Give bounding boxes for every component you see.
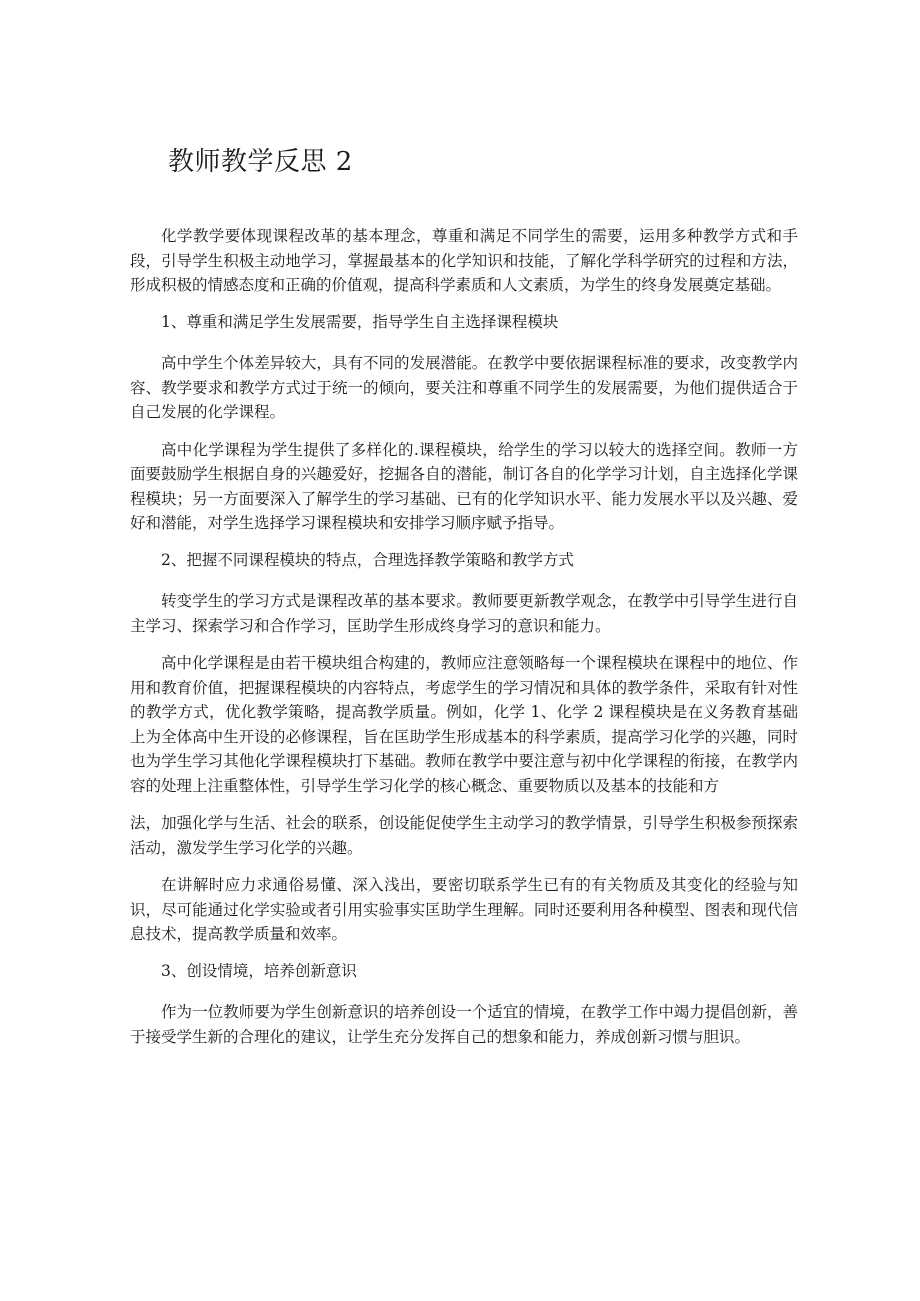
paragraph-3a: 作为一位教师要为学生创新意识的培养创设一个适宜的情境，在教学工作中竭力提倡创新，善于接受学生新的合理化的建议，让学生充分发挥自己的想象和能力，养成创新习惯与胆识。: [130, 1003, 798, 1046]
document-page: [130, 142, 798, 1049]
paragraph-2c: 在讲解时应力求通俗易懂、深入浅出，要密切联系学生已有的有关物质及其变化的经验与知识，尽可能通过化学实验或者引用实验事实匡助学生理解。同时还要利用各种模型、图表和现代信息技术，提高教学质量和效率。: [130, 876, 798, 943]
section-heading-2: 2、把握不同课程模块的特点，合理选择教学策略和教学方式: [161, 550, 574, 569]
paragraph-2a: 转变学生的学习方式是课程改革的基本要求。教师要更新教学观念，在教学中引导学生进行自主学习、探索学习和合作学习，匡助学生形成终身学习的意识和能力。: [130, 592, 798, 635]
paragraph-1b: 高中化学课程为学生提供了多样化的.课程模块，给学生的学习以较大的选择空间。教师一方面要鼓励学生根据自身的兴趣爱好，挖掘各自的潜能，制订各自的化学学习计划，自主选择化学课程模块；另一方面要深入了解学生的学习基础、已有的化学知识水平、能力发展水平以及兴趣、爱好和潜能，对学生选择学习课程模块和安排学习顺序赋予指导。: [130, 440, 798, 532]
section-heading-1: 1、尊重和满足学生发展需要，指导学生自主选择课程模块: [161, 312, 559, 331]
paragraph-1a: 高中学生个体差异较大，具有不同的发展潜能。在教学中要依据课程标准的要求，改变教学内容、教学要求和教学方式过于统一的倾向，要关注和尊重不同学生的发展需要，为他们提供适合于自己发展的化学课程。: [130, 354, 798, 421]
section-heading-3: 3、创设情境，培养创新意识: [161, 961, 357, 980]
paragraph-2b: 高中化学课程是由若干模块组合构建的，教师应注意领略每一个课程模块在课程中的地位、作用和教育价值，把握课程模块的内容特点，考虑学生的学习情况和具体的教学条件，采取有针对性的教学方式，优化教学策略，提高教学质量。例如，化学 1、化学 2 课程模块是在义务教育基础上为全体高中生开设的必修课程，旨在匡助学生形成基本的科学素质，提高学习化学的兴趣，同时也为学生学习其他化学课程模块打下基础。教师在教学中要注意与初中化学课程的衔接，在教学内容的处理上注重整体性，引导学生学习化学的核心概念、重要物质以及基本的技能和方: [130, 654, 798, 795]
paragraph-2b-continued: 法，加强化学与生活、社会的联系，创设能促使学生主动学习的教学情景，引导学生积极参预探索活动，激发学生学习化学的兴趣。: [130, 814, 798, 857]
document-title: 教师教学反思 2: [168, 147, 353, 177]
intro-paragraph: 化学教学要体现课程改革的基本理念，尊重和满足不同学生的需要，运用多种教学方式和手段，引导学生积极主动地学习，掌握最基本的化学知识和技能，了解化学科学研究的过程和方法，形成积极的情感态度和正确的价值观，提高科学素质和人文素质，为学生的终身发展奠定基础。: [130, 227, 798, 294]
